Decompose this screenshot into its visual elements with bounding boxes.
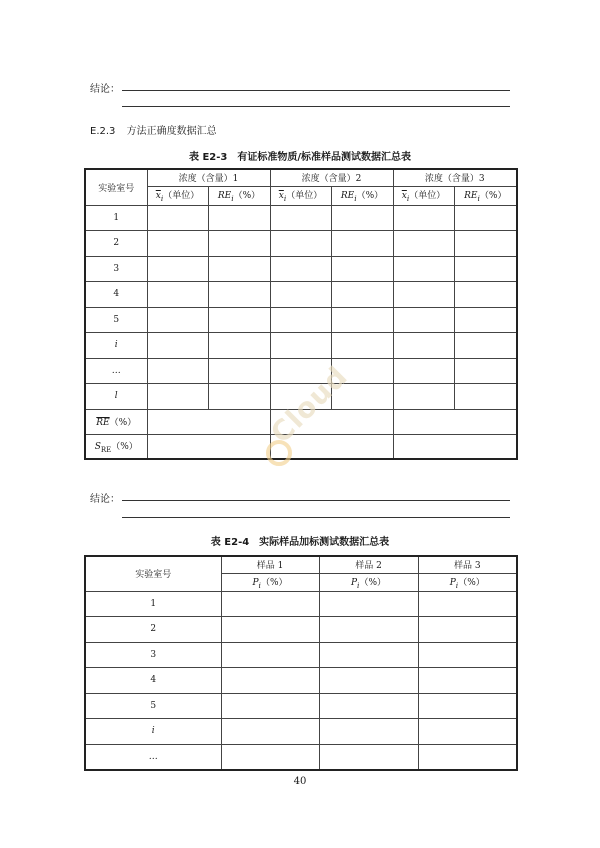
- table1-row: [85, 205, 517, 231]
- table1-group-1: 浓度（含量）1: [147, 169, 270, 186]
- table1-summary-s-row: [85, 434, 517, 459]
- conclusion-line-2b: [122, 517, 510, 518]
- table1-sub-re: $RE_i(\%)$: [208, 186, 270, 205]
- table1-row: [85, 231, 517, 257]
- table2-row: [85, 719, 517, 745]
- table1-row-label: 5: [85, 307, 147, 333]
- watermark-logo: Cloud: [264, 359, 355, 450]
- table2-sample-3: 样品 3: [418, 556, 517, 573]
- table2-sub-p: $P_i(\%)$: [418, 573, 517, 591]
- table2-row: [85, 642, 517, 668]
- table1-row: [85, 256, 517, 282]
- table2-row: [85, 693, 517, 719]
- table1-summary-s-label: $S_{RE}(\%)$: [85, 434, 147, 459]
- table2-row: [85, 591, 517, 617]
- table1-group-3: 浓度（含量）3: [393, 169, 517, 186]
- table1-row: [85, 307, 517, 333]
- table1-row-label: 4: [85, 282, 147, 308]
- section-title: 方法正确度数据汇总: [126, 126, 217, 137]
- table1-row-label: 1: [85, 205, 147, 231]
- table1-row: [85, 333, 517, 359]
- page-number: 40: [293, 776, 307, 787]
- table1-row: [85, 358, 517, 384]
- table1-row: [85, 282, 517, 308]
- table1-row-label: i: [85, 333, 147, 359]
- table2-caption: 表 E2-4 实际样品加标测试数据汇总表: [210, 537, 390, 548]
- table1-row-label: 3: [85, 256, 147, 282]
- table2-row-label: …: [85, 744, 221, 770]
- table2-row-label: i: [85, 719, 221, 745]
- section-number: E.2.3: [90, 126, 116, 137]
- table1-sub-mean: $\overline{x}_i$（单位）: [147, 186, 208, 205]
- table1-sub-re: $RE_i(\%)$: [331, 186, 393, 205]
- table2: [84, 555, 518, 771]
- table2-sample-1: 样品 1: [221, 556, 319, 573]
- table1-caption: 表 E2-3 有证标准物质/标准样品测试数据汇总表: [188, 152, 412, 163]
- table1-sub-mean: $\overline{x}_i$（单位）: [393, 186, 454, 205]
- table2-row: [85, 617, 517, 643]
- table2-row: [85, 668, 517, 694]
- table1-sub-re: $RE_i(\%)$: [454, 186, 517, 205]
- conclusion-label-1: 结论：: [90, 84, 120, 95]
- table1-row-label: 2: [85, 231, 147, 257]
- table2-sub-p: $P_i(\%)$: [221, 573, 319, 591]
- table2-sample-2: 样品 2: [319, 556, 418, 573]
- conclusion-line-1b: [122, 106, 510, 107]
- table1-row-label: …: [85, 358, 147, 384]
- conclusion-line-2a: [122, 500, 510, 501]
- table1-group-2: 浓度（含量）2: [270, 169, 393, 186]
- table1-summary-re-label: $\overline{RE}(\%)$: [85, 409, 147, 434]
- table2-row: [85, 744, 517, 770]
- conclusion-label-2: 结论：: [90, 494, 120, 505]
- table2-row-label: 2: [85, 617, 221, 643]
- table2-row-label: 1: [85, 591, 221, 617]
- table2-row-label: 3: [85, 642, 221, 668]
- table2-row-label: 4: [85, 668, 221, 694]
- table2-lab-header: 实验室号: [85, 556, 221, 591]
- table1-row-label: l: [85, 384, 147, 410]
- table2-row-label: 5: [85, 693, 221, 719]
- table1-lab-header: 实验室号: [85, 169, 147, 205]
- table2-sub-p: $P_i(\%)$: [319, 573, 418, 591]
- conclusion-line-1a: [122, 90, 510, 91]
- watermark-ring-icon: [266, 440, 292, 466]
- table1-sub-mean: $\overline{x}_i$（单位）: [270, 186, 331, 205]
- section-heading: [90, 122, 217, 137]
